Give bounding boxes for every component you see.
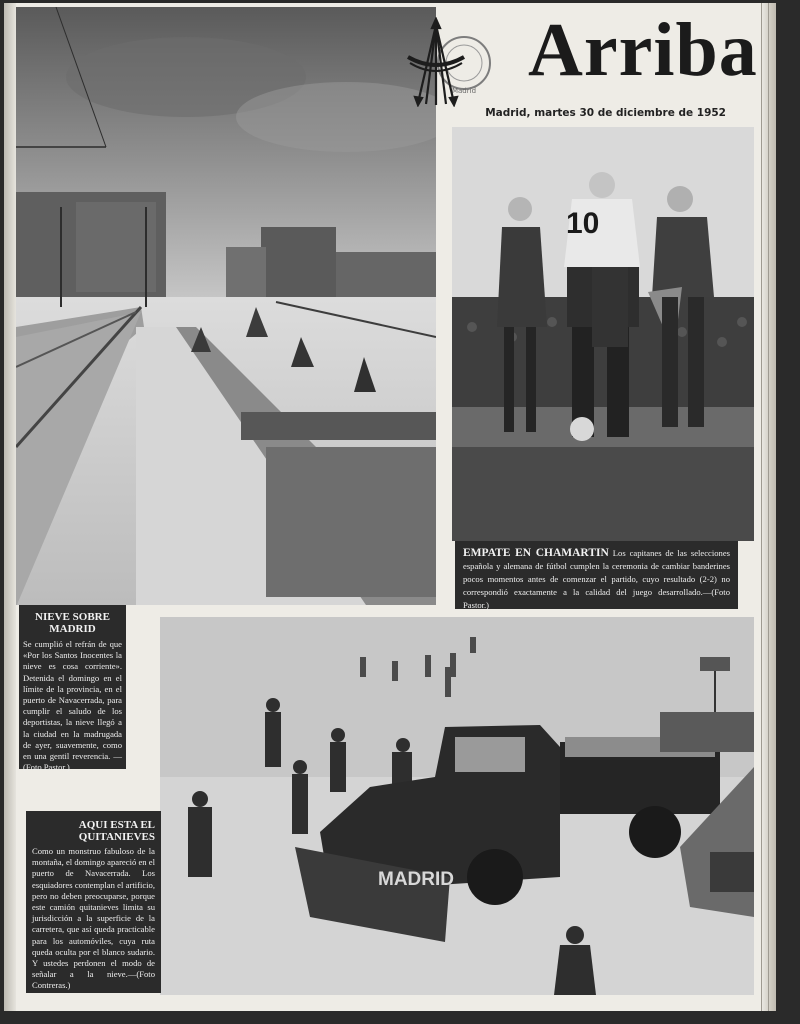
dateline: Madrid, martes 30 de diciembre de 1952 [485,107,726,119]
snowplow-image [160,617,754,995]
truck-madrid-label: MADRID [378,869,454,890]
caption-heading: NIEVE SOBRE MADRID [35,611,110,635]
stamp-text: Madrid [451,87,477,95]
caption-snow-madrid [19,605,126,773]
caption-snowplow [26,811,161,993]
caption-heading: AQUI ESTA EL QUITANIEVES [78,819,155,843]
page-edge [762,3,776,1011]
caption-heading: EMPATE EN CHAMARTIN [463,547,609,559]
page-edge-line [768,3,769,1011]
yoke-and-arrows-emblem-icon [406,17,498,107]
page-edge-line [761,3,762,1011]
photo-snowplow [160,617,754,995]
caption-body: Se cumplió el refrán de que «Por los Santos Inocentes la nieve es cosa corriente». Detenida el domingo en el límite de la provincia, en el puerto de Navacerrada, para cumplir el saludo de los deportistas, la nieve llegó a la ciudad en la madrugada de ayer, suavemente, como en una gentil reverencia. — (Foto Pastor.) [23,639,122,773]
caption-body: Como un monstruo fabuloso de la montaña, el domingo apareció en el puerto de Navacerrada. Los esquiadores contemplan el artificio, pero no deben preocuparse, porque este camión quitanieves limita su jurisdicción a la superficie de la carretera, que así queda practicable para los automóviles, cuya ruta queda oculta por el blanco sudario. Y ustedes perdonen el modo de señalar a la nieve.—(Foto Contreras.) [32,846,155,991]
caption-body: Los capitanes de las selecciones española y alemana de fútbol cumplen la ceremonia de cambiar banderines pocos momentos antes de comenzar el partido, cuyo resultado (2-2) no correspondió exactamente a la calidad del juego desarrollado.—(Foto Pastor.) [463,548,731,610]
football-image [452,127,754,541]
caption-chamartin [455,541,738,609]
page-binding [4,3,16,1011]
shirt-number: 10 [566,207,600,240]
newspaper-page [4,3,776,1011]
photo-snowy-street [16,7,436,605]
photo-football-captains [452,127,754,541]
snowy-street-image [16,7,436,605]
newspaper-title: Arriba [528,8,758,92]
